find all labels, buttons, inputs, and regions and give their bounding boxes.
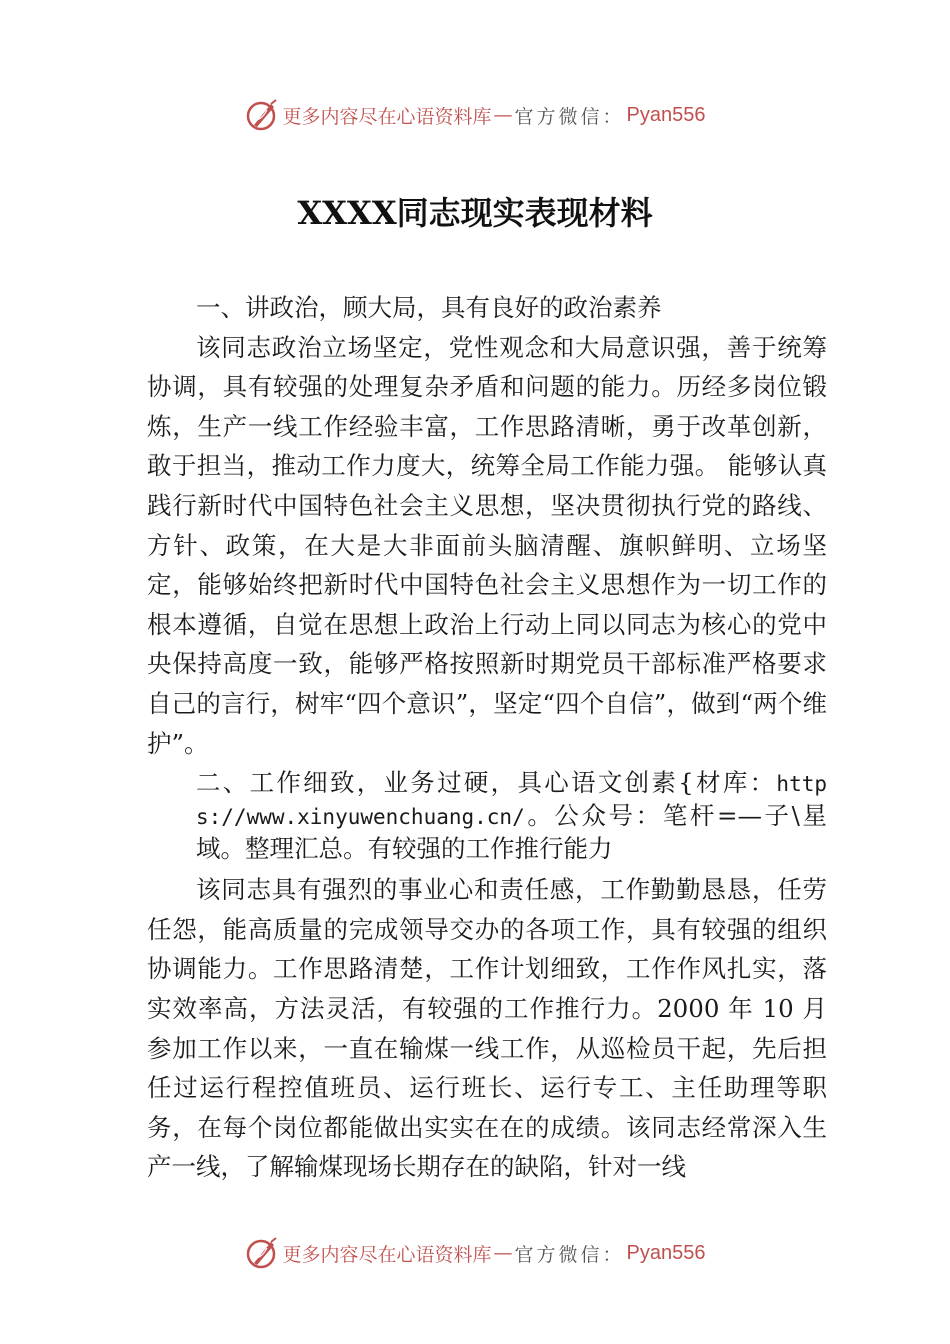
section2-heading-part2: 。公众号：笔杆=—子\星域。整理汇总。有较强的工作推行能力: [196, 801, 827, 864]
banner-wechat-label: 官方微信：: [514, 105, 625, 128]
footer-separator: —: [493, 1242, 513, 1264]
document-body: [147, 288, 827, 1187]
document-title: XXXX同志现实表现材料: [297, 194, 653, 232]
quill-pen-logo-icon: [245, 1236, 279, 1270]
section1-paragraph: 该同志政治立场坚定，党性观念和大局意识强，善于统筹协调，具有较强的处理复杂矛盾和问题的能力。历经多岗位锻炼，生产一线工作经验丰富，工作思路清晰，勇于改革创新，敢于担当，推动工作力度大，统筹全局工作能力强。 能够认真践行新时代中国特色社会主义思想，坚决贯彻执行党的路线、方针、政策，在大是大非面前头脑清醒、旗帜鲜明、立场坚定，能够始终把新时代中国特色社会主义思想作为一切工作的根本遵循，自觉在思想上政治上行动上同以同志为核心的党中央保持高度一致，能够严格按照新时期党员干部标准严格要求自己的言行，树牢“四个意识”，坚定“四个自信”，做到“两个维护”。: [147, 332, 827, 758]
section2-heading-part1: 二、工作细致，业务过硬，具心语文创素{材库：: [196, 768, 777, 798]
section2-url-link[interactable]: https://www.xinyuwenchuang.cn/: [196, 772, 827, 830]
section2-paragraph: 该同志具有强烈的事业心和责任感，工作勤勤恳恳，任劳任怨，能高质量的完成领导交办的各项工作，具有较强的组织协调能力。工作思路清楚，工作计划细致，工作作风扎实，落实效率高，方法灵活，有较强的工作推行力。2000 年 10 月参加工作以来，一直在输煤一线工作，从巡检员干起，先后担任过运行程控值班员、运行班长、运行专工、主任助理等职务，在每个岗位都能做出实实在在的成绩。该同志经常深入生产一线，了解输煤现场长期存在的缺陷，针对一线: [147, 875, 827, 1182]
banner-wechat-id: Pyan556: [626, 103, 706, 126]
section1-heading: 一、讲政治，顾大局，具有良好的政治素养: [196, 293, 662, 322]
section2-heading: [196, 767, 827, 864]
footer-banner: [0, 1233, 950, 1273]
quill-pen-logo-icon: [245, 98, 279, 132]
footer-wechat-id: Pyan556: [626, 1241, 706, 1264]
footer-brand-text: 更多内容尽在心语资料库: [282, 1243, 492, 1266]
header-banner: [0, 95, 950, 135]
banner-brand-text: 更多内容尽在心语资料库: [282, 105, 492, 128]
banner-separator: —: [493, 104, 513, 126]
footer-wechat-label: 官方微信：: [514, 1243, 625, 1266]
